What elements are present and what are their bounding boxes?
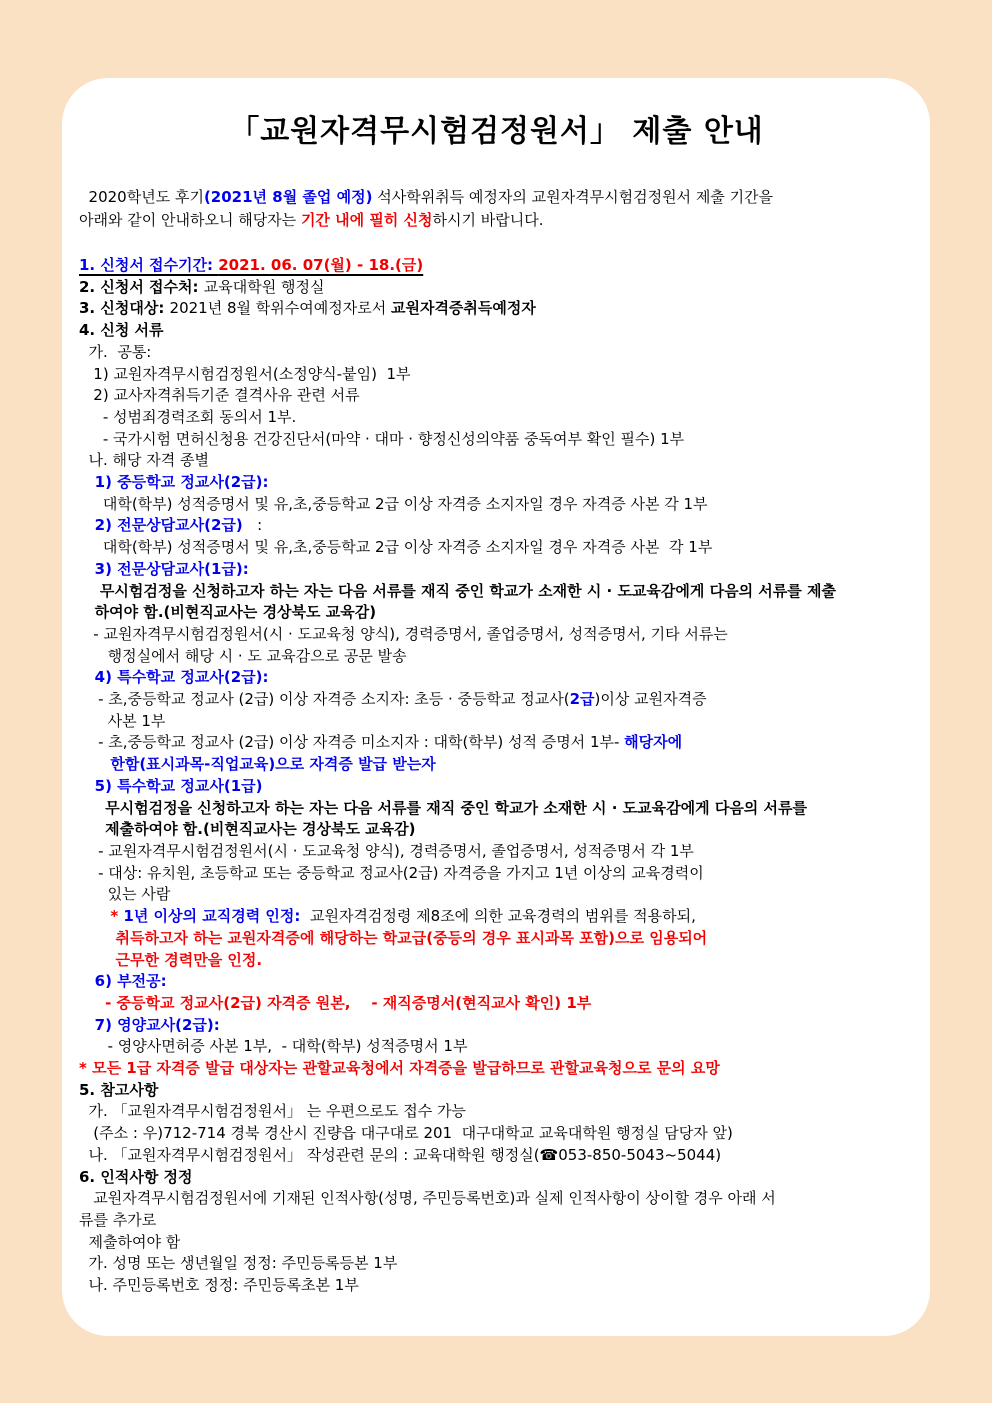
- text-segment: - 중등학교 정교사(2급) 자격증 원본, - 재직증명서(현직교사 확인) 1부: [79, 993, 592, 1012]
- text-line: [79, 364, 914, 386]
- text-line: [79, 298, 914, 320]
- text-segment: 한함(표시과목-직업교육)으로 자격증 발급 받는자: [79, 755, 436, 774]
- text-segment: 7) 영양교사(2급):: [79, 1015, 220, 1034]
- text-segment: - 교원자격무시험검정원서(시 · 도교육청 양식), 경력증명서, 졸업증명서, 성적증명서 각 1부: [79, 841, 694, 860]
- text-line: [79, 993, 914, 1015]
- text-line: [79, 277, 914, 299]
- page-title: 「교원자격무시험검정원서」 제출 안내: [229, 114, 764, 149]
- text-segment: 4. 신청 서류: [79, 321, 164, 340]
- text-segment: 2) 교사자격취득기준 결격사유 관련 서류: [79, 386, 360, 405]
- text-line: [79, 1058, 914, 1080]
- text-segment: - 교원자격무시험검정원서(시 · 도교육청 양식), 경력증명서, 졸업증명서, 성적증명서, 기타 서류는: [79, 624, 728, 643]
- text-segment: 교원자격검정령 제8조에 의한 교육경력의 범위를 적용하되,: [300, 907, 696, 926]
- text-segment: 3) 전문상담교사(1급):: [79, 559, 249, 578]
- text-segment: 2급: [569, 690, 595, 709]
- text-line: [79, 1123, 914, 1145]
- text-line: [79, 841, 914, 863]
- text-line: [79, 537, 914, 559]
- text-line: [79, 1232, 914, 1254]
- text-segment: - 영양사면허증 사본 1부, - 대학(학부) 성적증명서 1부: [79, 1037, 468, 1056]
- text-line: [79, 385, 914, 407]
- text-segment: 1년 이상의 교직경력 인정:: [123, 907, 301, 926]
- text-segment: - 성범죄경력조회 동의서 1부.: [79, 407, 297, 426]
- text-segment: - 초,중등학교 정교사 (2급) 이상 자격증 소지자: 초등 · 중등학교 정교사(: [79, 690, 570, 709]
- text-line: [79, 1145, 914, 1167]
- text-segment: - 초,중등학교 정교사 (2급) 이상 자격증 미소지자 : 대학(학부) 성적 증명서 1부-: [79, 733, 625, 752]
- text-line: [79, 624, 914, 646]
- text-segment: 4) 특수학교 정교사(2급):: [79, 668, 269, 687]
- text-line: [79, 320, 914, 342]
- text-line: [79, 798, 914, 820]
- text-line: [79, 429, 914, 451]
- text-segment: 2021년 8월 학위수여예정자로서: [169, 299, 391, 318]
- text-line: [79, 732, 914, 754]
- text-segment: 가. 공통:: [79, 342, 152, 361]
- text-line: [79, 1080, 914, 1102]
- text-line: [79, 754, 914, 776]
- text-line: [79, 1015, 914, 1037]
- text-segment: 있는 사람: [79, 885, 171, 904]
- text-segment: *: [79, 1059, 93, 1078]
- text-segment: 가. 성명 또는 생년월일 정정: 주민등록등본 1부: [79, 1254, 398, 1273]
- text-segment: 아래와 같이 안내하오니 해당자는: [79, 211, 301, 229]
- text-segment: 6) 부전공:: [79, 972, 167, 991]
- text-line: [79, 515, 914, 537]
- text-segment: 제출하여야 함.(비현직교사는 경상북도 교육감): [79, 820, 416, 839]
- text-line: [79, 1253, 914, 1275]
- text-segment: :: [242, 516, 263, 535]
- text-line: [79, 1036, 914, 1058]
- text-segment: 무시험검정을 신청하고자 하는 자는 다음 서류를 재직 중인 학교가 소재한 시 · 도교육감에게 다음의 서류를: [79, 798, 807, 817]
- text-line: [79, 1275, 914, 1297]
- text-segment: 사본 1부: [79, 711, 166, 730]
- text-segment: 하시기 바랍니다.: [432, 211, 544, 229]
- text-segment: (2021년 8월 졸업 예정): [203, 188, 373, 206]
- text-line: [79, 646, 914, 668]
- text-line: [79, 667, 914, 689]
- text-segment: 대학(학부) 성적증명서 및 유,초,중등학교 2급 이상 자격증 소지자일 경우 자격증 사본 각 1부: [79, 494, 708, 513]
- text-line: [79, 689, 914, 711]
- text-line: [79, 863, 914, 885]
- text-line: [79, 186, 914, 209]
- text-segment: 해당자에: [624, 733, 683, 752]
- text-line: [79, 1210, 914, 1232]
- text-line: [79, 928, 914, 950]
- text-line: [79, 581, 914, 603]
- text-segment: 1. 신청서 접수기간:: [79, 256, 219, 274]
- text-segment: 2021. 06. 07(월) - 18.(금): [218, 256, 424, 274]
- text-line: [79, 255, 914, 277]
- intro-paragraph: [79, 186, 914, 232]
- text-line: [79, 1167, 914, 1189]
- text-line: [79, 711, 914, 733]
- text-segment: 2) 전문상담교사(2급): [79, 516, 243, 535]
- text-line: [79, 1101, 914, 1123]
- text-segment: 행정실에서 해당 시 · 도 교육감으로 공문 발송: [79, 646, 407, 665]
- text-segment: 류를 추가로: [79, 1210, 157, 1229]
- text-segment: 3. 신청대상:: [79, 299, 170, 318]
- text-line: [79, 342, 914, 364]
- text-segment: 2020학년도 후기: [79, 188, 204, 206]
- text-segment: 나. 해당 자격 종별: [79, 451, 210, 470]
- text-segment: 나. 「교원자격무시험검정원서」 작성관련 문의 : 교육대학원 행정실(☎053-850-5043~5044): [79, 1145, 722, 1164]
- text-segment: 가. 「교원자격무시험검정원서」 는 우편으로도 접수 가능: [79, 1102, 466, 1121]
- text-segment: 근무한 경력만을 인정.: [79, 950, 263, 969]
- text-segment: 취득하고자 하는 교원자격증에 해당하는 학교급(중등의 경우 표시과목 포함)으로 임용되어: [79, 928, 708, 947]
- text-line: [79, 1188, 914, 1210]
- text-segment: - 국가시험 면허신청용 건강진단서(마약 · 대마 · 향정신성의약품 중독여부 확인 필수) 1부: [79, 429, 685, 448]
- text-segment: 교육대학원 행정실: [203, 277, 325, 296]
- text-line: [79, 819, 914, 841]
- text-segment: 무시험검정을 신청하고자 하는 자는 다음 서류를 재직 중인 학교가 소재한 시 · 도교육감에게 다음의 서류를 제출: [79, 581, 836, 600]
- text-segment: 모든 1급 자격증 발급 대상자는 관할교육청에서 자격증을 발급하므로 관할교육청으로 문의 요망: [92, 1059, 720, 1078]
- text-segment: 1) 중등학교 정교사(2급):: [79, 473, 269, 492]
- text-line: [79, 950, 914, 972]
- text-segment: *: [79, 907, 124, 926]
- text-segment: 석사학위취득 예정자의 교원자격무시험검정원서 제출 기간을: [372, 188, 774, 206]
- text-segment: )이상 교원자격증: [594, 690, 707, 709]
- text-segment: 5. 참고사항: [79, 1080, 159, 1099]
- text-line: [79, 407, 914, 429]
- text-segment: 1) 교원자격무시험검정원서(소정양식-붙임) 1부: [79, 364, 411, 383]
- text-line: [79, 776, 914, 798]
- text-segment: 교원자격증취득예정자: [390, 299, 536, 318]
- document-body: [79, 255, 914, 1297]
- text-line: [79, 450, 914, 472]
- text-line: [79, 602, 914, 624]
- text-segment: 5) 특수학교 정교사(1급): [79, 776, 263, 795]
- text-segment: 하여야 함.(비현직교사는 경상북도 교육감): [79, 603, 377, 622]
- text-line: [79, 472, 914, 494]
- text-segment: 제출하여야 함: [79, 1232, 181, 1251]
- text-segment: 6. 인적사항 정정: [79, 1167, 193, 1186]
- text-line: [79, 971, 914, 993]
- text-line: [79, 494, 914, 516]
- document-panel: [62, 78, 930, 1336]
- text-line: [79, 906, 914, 928]
- text-segment: 2. 신청서 접수처:: [79, 277, 204, 296]
- text-line: [79, 884, 914, 906]
- text-segment: 나. 주민등록번호 정정: 주민등록초본 1부: [79, 1276, 359, 1295]
- text-line: [79, 209, 914, 232]
- text-segment: (주소 : 우)712-714 경북 경산시 진량읍 대구대로 201 대구대학교 교육대학원 행정실 담당자 앞): [79, 1124, 733, 1143]
- text-segment: - 대상: 유치원, 초등학교 또는 중등학교 정교사(2급) 자격증을 가지고 1년 이상의 교육경력이: [79, 863, 704, 882]
- text-line: [79, 559, 914, 581]
- text-segment: 기간 내에 필히 신청: [300, 211, 433, 229]
- text-segment: 교원자격무시험검정원서에 기재된 인적사항(성명, 주민등록번호)과 실제 인적사항이 상이할 경우 아래 서: [79, 1189, 776, 1208]
- text-segment: 대학(학부) 성적증명서 및 유,초,중등학교 2급 이상 자격증 소지자일 경우 자격증 사본 각 1부: [79, 538, 713, 557]
